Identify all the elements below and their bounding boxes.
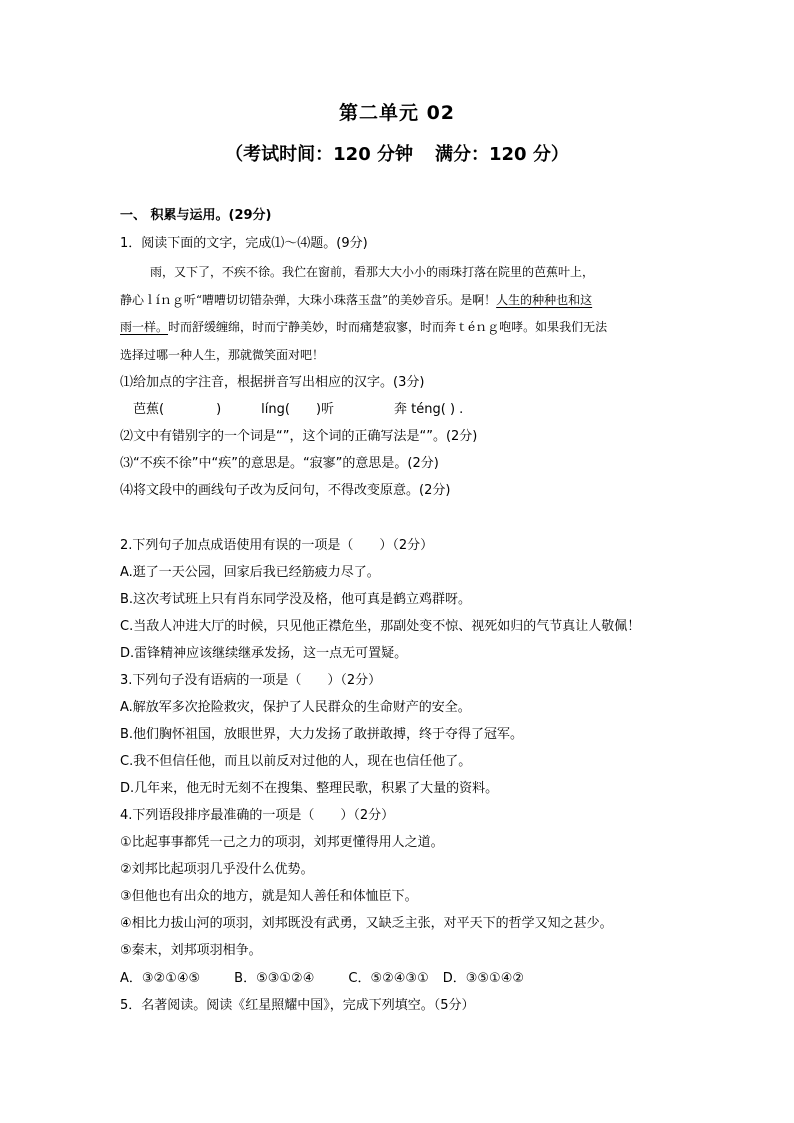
q4-item-3: ③但他也有出众的地方，就是知人善任和体恤臣下。 bbox=[120, 889, 418, 904]
q1-sub3: ⑶“不疾不徐”中“疾”的意思是。“寂寥”的意思是。(2分) bbox=[120, 456, 439, 471]
q2-option-c[interactable]: C.当敌人冲进大厅的时候，只见他正襟危坐，那副处变不惊、视死如归的气节真让人敬佩！ bbox=[120, 619, 641, 634]
q2-option-d[interactable]: D.雷锋精神应该继续继承发扬，这一点无可置疑。 bbox=[120, 646, 408, 661]
q4-options bbox=[120, 970, 524, 988]
q4-item-4: ④相比力拔山河的项羽，刘邦既没有武勇，又缺乏主张，对平天下的哲学又知之甚少。 bbox=[120, 916, 613, 931]
exam-info bbox=[0, 140, 794, 166]
q4-option-b[interactable]: B．⑤③①②④ bbox=[234, 971, 315, 986]
q1-sub1: ⑴给加点的字注音，根据拼音写出相应的汉字。(3分) bbox=[120, 375, 425, 390]
q1-underlined-sentence-part1: 人生的种种也和这 bbox=[496, 293, 593, 307]
q2-option-b[interactable]: B.这次考试班上只有肖东同学没及格，他可真是鹤立鸡群呀。 bbox=[120, 592, 472, 607]
q1-underlined-sentence-part2: 雨一样。 bbox=[120, 320, 169, 334]
q1-passage-line-3 bbox=[120, 318, 607, 336]
q1-sub4: ⑷将文段中的画线句子改为反问句，不得改变原意。(2分) bbox=[120, 483, 451, 498]
q1-sub1-blanks bbox=[133, 401, 463, 419]
q1-passage-line-4: 选择过哪一种人生，那就微笑面对吧！ bbox=[120, 348, 325, 362]
q3-stem: 3.下列句子没有语病的一项是（ ）（2分） bbox=[120, 673, 382, 688]
exam-time: （考试时间：120 分钟 bbox=[225, 144, 413, 165]
q2-stem: 2.下列句子加点成语使用有误的一项是（ ）（2分） bbox=[120, 538, 434, 553]
q4-option-c[interactable]: C．⑤②④③① bbox=[348, 971, 429, 986]
q4-stem: 4.下列语段排序最准确的一项是（ ）（2分） bbox=[120, 808, 395, 823]
q4-option-d[interactable]: D．③⑤①④② bbox=[442, 971, 525, 986]
q1-stem: 1．阅读下面的文字，完成⑴～⑷题。(9分) bbox=[120, 236, 368, 251]
q5-stem: 5．名著阅读。阅读《红星照耀中国》，完成下列填空。（5分） bbox=[120, 998, 475, 1013]
q1-passage-line-2 bbox=[120, 291, 592, 309]
q1-blank-bajiao[interactable]: 芭蕉( ) bbox=[133, 402, 222, 417]
q1-passage-line-3b: 时而舒缓缠绵，时而宁静美妙，时而痛楚寂寥，时而奔ｔéｎｇ咆哮。如果我们无法 bbox=[168, 320, 608, 334]
exam-score: 满分：120 分） bbox=[435, 144, 569, 165]
q1-passage-line-1: 雨，又下了，不疾不徐。我伫在窗前，看那大大小小的雨珠打落在院里的芭蕉叶上， bbox=[150, 265, 595, 279]
q2-option-a[interactable]: A.逛了一天公园，回家后我已经筋疲力尽了。 bbox=[120, 565, 380, 580]
q1-blank-ling[interactable]: líng( )听 bbox=[261, 402, 335, 417]
section-heading: 一、 积累与运用。(29分) bbox=[120, 208, 272, 223]
q4-item-5: ⑤秦末，刘邦项羽相争。 bbox=[120, 943, 262, 958]
q4-option-a[interactable]: A．③②①④⑤ bbox=[120, 971, 201, 986]
page-title: 第二单元 02 bbox=[338, 102, 456, 124]
q3-option-b[interactable]: B.他们胸怀祖国，放眼世界，大力发扬了敢拼敢搏，终于夺得了冠军。 bbox=[120, 727, 524, 742]
q3-option-a[interactable]: A.解放军多次抢险救灾，保护了人民群众的生命财产的安全。 bbox=[120, 700, 471, 715]
q1-sub2: ⑵文中有错别字的一个词是“”，这个词的正确写法是“”。(2分) bbox=[120, 429, 478, 444]
q4-item-2: ②刘邦比起项羽几乎没什么优势。 bbox=[120, 862, 314, 877]
q1-blank-teng[interactable]: 奔 téng( ) . bbox=[394, 402, 464, 417]
q3-option-c[interactable]: C.我不但信任他，而且以前反对过他的人，现在也信任他了。 bbox=[120, 754, 472, 769]
q3-option-d[interactable]: D.几年来，他无时无刻不在搜集、整理民歌，积累了大量的资料。 bbox=[120, 781, 499, 796]
q1-passage-line-2a: 静心ｌíｎｇ听“嘈嘈切切错杂弹，大珠小珠落玉盘”的美妙音乐。是啊！ bbox=[120, 293, 497, 307]
q4-item-1: ①比起事事都凭一己之力的项羽，刘邦更懂得用人之道。 bbox=[120, 835, 444, 850]
